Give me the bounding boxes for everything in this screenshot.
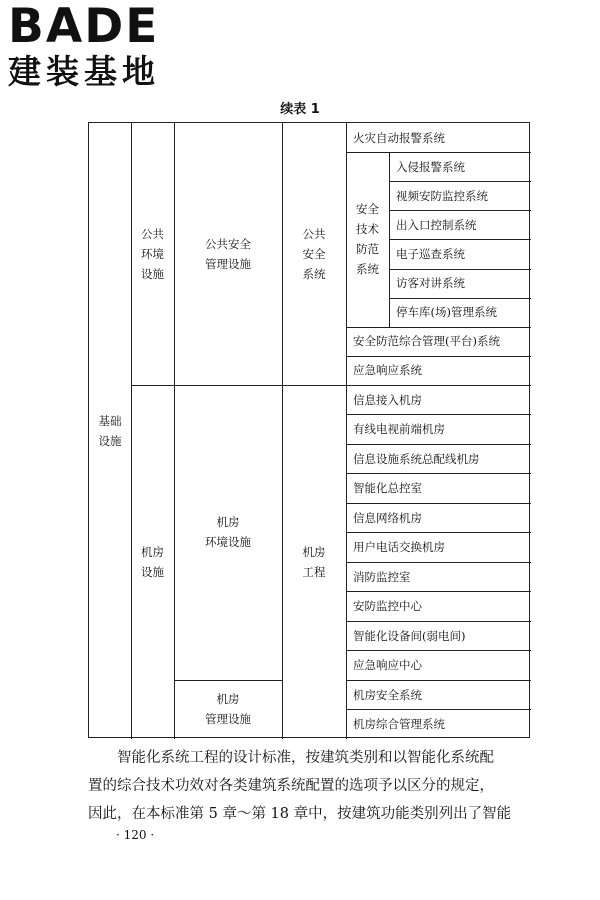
logo-english: BADE xyxy=(8,0,160,54)
security-item: 入侵报警系统 xyxy=(396,159,465,174)
room-env-item: 智能化总控室 xyxy=(353,481,422,496)
room-facility-cell: 机房 设施 xyxy=(141,544,164,579)
public-tail-item: 安全防范综合管理(平台)系统 xyxy=(353,334,500,349)
paragraph-line: 智能化系统工程的设计标准，按建筑类别和以智能化系统配 xyxy=(117,750,494,766)
fire-alarm-system: 火灾自动报警系统 xyxy=(353,130,445,145)
table-rule xyxy=(346,503,531,504)
public-env-cell: 公共 环境 设施 xyxy=(141,226,164,281)
table-rule xyxy=(346,562,531,563)
table-rule xyxy=(389,269,531,270)
room-env-item: 智能化设备间(弱电间) xyxy=(353,628,466,643)
page-number: · 120 · xyxy=(116,828,155,842)
body-paragraph xyxy=(88,744,530,828)
public-tail-item: 应急响应系统 xyxy=(353,363,422,378)
public-safety-system-cell: 公共 安全 系统 xyxy=(302,226,326,281)
table-rule xyxy=(346,650,531,651)
system-table xyxy=(88,122,530,738)
table-rule xyxy=(346,621,531,622)
table-rule xyxy=(346,532,531,533)
room-env-item: 信息网络机房 xyxy=(353,510,422,525)
room-env-item: 消防监控室 xyxy=(353,569,411,584)
table-rule xyxy=(389,239,531,240)
security-item: 停车库(场)管理系统 xyxy=(396,305,497,320)
security-item: 视频安防监控系统 xyxy=(396,188,488,203)
paragraph-line: 置的综合技术功效对各类建筑系统配置的选项予以区分的规定， xyxy=(88,778,494,794)
public-safety-mgmt-cell: 公共安全 管理设施 xyxy=(205,236,251,271)
room-env-item: 应急响应中心 xyxy=(353,658,422,673)
security-item: 出入口控制系统 xyxy=(396,217,477,232)
table-rule xyxy=(389,181,531,182)
security-tech-cell: 安全 技术 防范 系统 xyxy=(356,202,379,277)
table-rule xyxy=(346,709,531,710)
level1-cell: 基础 设施 xyxy=(98,414,122,448)
room-mgmt-item: 机房安全系统 xyxy=(353,687,422,702)
table-rule xyxy=(346,591,531,592)
room-env-item: 有线电视前端机房 xyxy=(353,422,445,437)
table-caption: 续表 1 xyxy=(280,102,320,117)
room-env-item: 信息接入机房 xyxy=(353,392,422,407)
table-rule xyxy=(346,444,531,445)
room-mgmt-cell: 机房 管理设施 xyxy=(205,692,251,727)
logo-chinese: 建装基地 xyxy=(8,52,160,91)
room-env-cell: 机房 环境设施 xyxy=(205,515,251,550)
table-rule xyxy=(346,414,531,415)
table-rule xyxy=(346,356,531,357)
table-rule xyxy=(346,473,531,474)
security-item: 电子巡查系统 xyxy=(396,246,465,261)
bade-logo xyxy=(8,2,180,92)
room-engineering-cell: 机房 工程 xyxy=(302,544,326,579)
table-rule xyxy=(389,210,531,211)
room-env-item: 安防监控中心 xyxy=(353,599,422,614)
room-env-item: 用户电话交换机房 xyxy=(353,540,445,555)
room-env-item: 信息设施系统总配线机房 xyxy=(353,451,480,466)
room-mgmt-item: 机房综合管理系统 xyxy=(353,717,445,732)
table-rule xyxy=(389,298,531,299)
security-item: 访客对讲系统 xyxy=(396,276,465,291)
paragraph-line: 因此，在本标准第 5 章～第 18 章中，按建筑功能类别列出了智能 xyxy=(88,806,512,822)
